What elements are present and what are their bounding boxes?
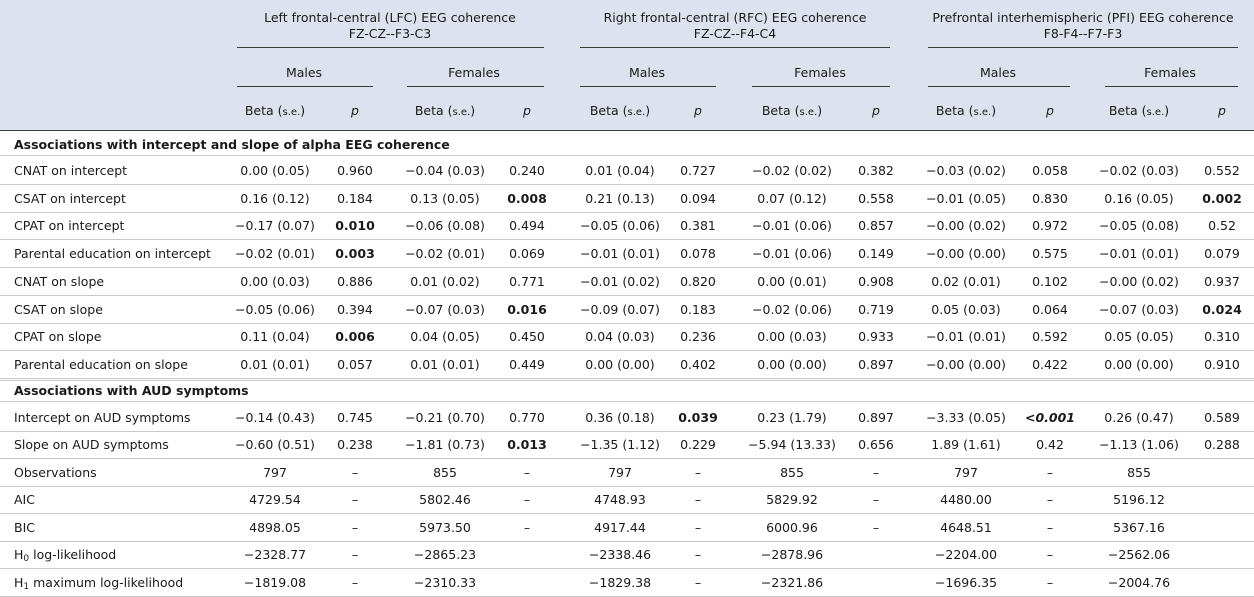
beta-cell: −0.04 (0.03) [405,163,485,178]
p-value-cell: 0.589 [1204,410,1240,425]
beta-cell: −0.17 (0.07) [235,218,315,233]
p-value-cell: 0.52 [1208,218,1236,233]
p-value-cell: 0.857 [858,218,894,233]
table-row-label: AIC [14,492,35,507]
beta-cell: −2865.23 [413,547,477,562]
p-value-cell: 0.184 [337,191,373,206]
row-label-text: maximum log-likelihood [33,575,184,590]
se-label: s.e. [1146,107,1165,118]
beta-cell: −2338.46 [588,547,652,562]
p-value-cell: 0.592 [1032,329,1068,344]
p-value-cell: 0.552 [1204,163,1240,178]
table-row-label [14,547,116,567]
se-close: ) [1164,103,1170,118]
se-label: s.e. [282,107,301,118]
row-divider [0,323,1254,324]
row-divider [0,380,1254,381]
sex-header: Females [794,65,846,80]
se-close: ) [991,103,997,118]
row-divider [0,184,1254,185]
sex-underline [928,86,1070,87]
row-divider [0,378,1254,379]
beta-cell: −0.01 (0.05) [926,191,1006,206]
table-row-label: Parental education on slope [14,357,188,372]
beta-cell: 0.05 (0.05) [1104,329,1174,344]
p-value-cell: 0.006 [335,329,375,344]
beta-cell: 0.11 (0.04) [240,329,310,344]
beta-cell: 0.26 (0.47) [1104,410,1174,425]
p-value-cell: 0.771 [509,274,545,289]
p-header: p [1218,103,1226,118]
row-divider [0,486,1254,487]
beta-cell: −1.81 (0.73) [405,437,485,452]
sex-header: Males [285,65,323,80]
beta-cell: −1696.35 [934,575,998,590]
table-row-label: BIC [14,520,35,535]
se-close: ) [645,103,651,118]
p-value-cell: 0.450 [509,329,545,344]
beta-label: Beta [935,103,965,118]
beta-cell: 0.01 (0.01) [410,357,480,372]
group-title: Right frontal-central (RFC) EEG coherence [603,10,867,25]
p-value-cell: 0.057 [337,357,373,372]
se-label: s.e. [627,107,646,118]
p-value-cell: 0.002 [1202,191,1242,206]
beta-cell: 5973.50 [419,520,471,535]
beta-cell: 855 [780,465,804,480]
group-subtitle: F8-F4--F7-F3 [1043,26,1123,41]
p-value-cell: – [1046,575,1054,590]
sex-header: Males [979,65,1017,80]
p-value-cell: – [694,520,702,535]
p-value-cell: 0.039 [678,410,718,425]
beta-cell: −0.02 (0.01) [405,246,485,261]
beta-cell: −2004.76 [1107,575,1171,590]
beta-label: Beta [414,103,444,118]
beta-cell: 0.04 (0.05) [410,329,480,344]
header-bottom-rule [0,130,1254,131]
p-value-cell: 0.078 [680,246,716,261]
beta-cell: 0.01 (0.01) [240,357,310,372]
table-row-label: CPAT on slope [14,329,102,344]
beta-cell: 0.01 (0.04) [585,163,655,178]
group-subtitle: FZ-CZ--F3-C3 [348,26,432,41]
p-value-cell: 0.937 [1204,274,1240,289]
beta-cell: −1.13 (1.06) [1099,437,1179,452]
beta-cell: −0.03 (0.02) [926,163,1006,178]
p-value-cell: 0.236 [680,329,716,344]
p-value-cell: 0.422 [1032,357,1068,372]
p-value-cell: 0.016 [507,302,547,317]
p-value-cell: 0.382 [858,163,894,178]
group-subtitle: FZ-CZ--F4-C4 [693,26,777,41]
beta-cell: −2204.00 [934,547,998,562]
p-value-cell: – [694,465,702,480]
beta-cell: −2310.33 [413,575,477,590]
se-open: ( [277,103,283,118]
se-open: ( [968,103,974,118]
beta-cell: 0.00 (0.03) [757,329,827,344]
beta-cell: 0.01 (0.02) [410,274,480,289]
sex-underline [237,86,373,87]
table-row-label: CPAT on intercept [14,218,125,233]
group-title: Prefrontal interhemispheric (PFI) EEG coherence [932,10,1234,25]
se-close: ) [817,103,823,118]
beta-cell: −2562.06 [1107,547,1171,562]
beta-cell: −0.00 (0.00) [926,246,1006,261]
beta-cell: −0.00 (0.00) [926,357,1006,372]
sex-underline [752,86,890,87]
sex-header: Females [448,65,500,80]
p-value-cell: – [872,465,880,480]
p-header: p [351,103,359,118]
beta-cell: 0.07 (0.12) [757,191,827,206]
beta-cell: 6000.96 [766,520,818,535]
p-header: p [1046,103,1054,118]
p-value-cell: 0.933 [858,329,894,344]
p-value-cell: 0.102 [1032,274,1068,289]
group-underline [580,47,890,48]
p-value-cell: 0.972 [1032,218,1068,233]
table-row-label: CSAT on slope [14,302,103,317]
beta-label: Beta [1108,103,1138,118]
beta-label: Beta [761,103,791,118]
row-divider [0,401,1254,402]
p-value-cell: 0.069 [509,246,545,261]
p-value-cell: 0.310 [1204,329,1240,344]
p-value-cell: 0.727 [680,163,716,178]
beta-cell: −0.01 (0.01) [1099,246,1179,261]
beta-label: Beta [244,103,274,118]
beta-cell: −0.06 (0.08) [405,218,485,233]
p-value-cell: 0.229 [680,437,716,452]
beta-cell: 5802.46 [419,492,471,507]
p-value-cell: 0.897 [858,410,894,425]
beta-cell: 855 [433,465,457,480]
table-row-label: CSAT on intercept [14,191,126,206]
beta-cell: −0.00 (0.02) [926,218,1006,233]
beta-cell: −2878.96 [760,547,824,562]
p-value-cell: – [523,465,531,480]
beta-cell: 0.13 (0.05) [410,191,480,206]
p-value-cell: – [1046,547,1054,562]
row-label-prefix: H [14,575,24,590]
se-label: s.e. [799,107,818,118]
beta-cell: −1.35 (1.12) [580,437,660,452]
beta-cell: 4898.05 [249,520,301,535]
p-value-cell: – [351,492,359,507]
row-divider [0,568,1254,569]
p-value-cell: 0.558 [858,191,894,206]
p-header: p [872,103,880,118]
row-divider [0,239,1254,240]
beta-se-header [936,103,996,120]
p-value-cell: 0.394 [337,302,373,317]
sex-underline [1105,86,1238,87]
group-underline [928,47,1238,48]
beta-cell: −2321.86 [760,575,824,590]
beta-cell: −0.00 (0.02) [1099,274,1179,289]
p-value-cell: 0.897 [858,357,894,372]
p-value-cell: – [1046,465,1054,480]
beta-cell: 0.00 (0.00) [757,357,827,372]
beta-cell: 4917.44 [594,520,646,535]
table-row-label [14,575,183,595]
table-row-label: CNAT on intercept [14,163,128,178]
beta-cell: 0.00 (0.01) [757,274,827,289]
beta-cell: 0.05 (0.03) [931,302,1001,317]
beta-cell: 0.00 (0.00) [1104,357,1174,372]
p-value-cell: 0.820 [680,274,716,289]
row-label-subscript: 1 [23,582,30,592]
row-divider [0,513,1254,514]
se-open: ( [622,103,628,118]
beta-cell: 4729.54 [249,492,301,507]
p-value-cell: – [872,492,880,507]
beta-cell: −0.09 (0.07) [580,302,660,317]
sex-header: Females [1144,65,1196,80]
table-row-label: Observations [14,465,97,480]
p-value-cell: 0.058 [1032,163,1068,178]
beta-se-header [415,103,475,120]
section-heading: Associations with AUD symptoms [14,383,249,398]
beta-cell: 0.04 (0.03) [585,329,655,344]
se-close: ) [300,103,306,118]
beta-cell: 0.16 (0.12) [240,191,310,206]
beta-cell: −0.07 (0.03) [1099,302,1179,317]
sex-header: Males [628,65,666,80]
p-value-cell: 0.910 [1204,357,1240,372]
row-label-prefix: H [14,547,24,562]
se-open: ( [447,103,453,118]
beta-cell: −1829.38 [588,575,652,590]
p-value-cell: 0.010 [335,218,375,233]
p-value-cell: 0.908 [858,274,894,289]
p-value-cell: <0.001 [1024,410,1076,425]
beta-cell: 0.36 (0.18) [585,410,655,425]
p-value-cell: 0.449 [509,357,545,372]
beta-cell: −0.60 (0.51) [235,437,315,452]
beta-cell: 797 [954,465,978,480]
beta-cell: 0.16 (0.05) [1104,191,1174,206]
p-header: p [523,103,531,118]
se-label: s.e. [973,107,992,118]
row-divider [0,155,1254,156]
beta-cell: −0.02 (0.03) [1099,163,1179,178]
p-value-cell: 0.013 [507,437,547,452]
p-value-cell: 0.149 [858,246,894,261]
p-value-cell: – [351,547,359,562]
row-divider [0,431,1254,432]
p-value-cell: – [351,575,359,590]
group-title: Left frontal-central (LFC) EEG coherence [264,10,516,25]
p-value-cell: – [523,520,531,535]
beta-cell: −0.21 (0.70) [405,410,485,425]
beta-cell: 4748.93 [594,492,646,507]
p-value-cell: 0.42 [1036,437,1064,452]
beta-cell: −0.05 (0.06) [580,218,660,233]
beta-cell: −0.01 (0.02) [580,274,660,289]
row-divider [0,541,1254,542]
p-value-cell: 0.886 [337,274,373,289]
row-divider [0,350,1254,351]
table-row-label: Intercept on AUD symptoms [14,410,191,425]
p-value-cell: 0.288 [1204,437,1240,452]
beta-cell: −3.33 (0.05) [926,410,1006,425]
se-open: ( [1141,103,1147,118]
beta-se-header [762,103,822,120]
p-value-cell: 0.745 [337,410,373,425]
p-value-cell: – [1046,520,1054,535]
p-value-cell: 0.719 [858,302,894,317]
beta-cell: −0.01 (0.01) [580,246,660,261]
p-value-cell: – [351,465,359,480]
beta-cell: 5367.16 [1113,520,1165,535]
beta-cell: −0.01 (0.01) [926,329,1006,344]
p-value-cell: 0.656 [858,437,894,452]
beta-cell: 4480.00 [940,492,992,507]
beta-cell: −0.07 (0.03) [405,302,485,317]
beta-cell: 0.00 (0.05) [240,163,310,178]
beta-cell: −0.05 (0.08) [1099,218,1179,233]
p-value-cell: – [523,492,531,507]
p-value-cell: 0.079 [1204,246,1240,261]
beta-cell: −0.14 (0.43) [235,410,315,425]
p-value-cell: – [872,520,880,535]
row-divider [0,267,1254,268]
p-header: p [694,103,702,118]
beta-cell: −0.01 (0.06) [752,246,832,261]
p-value-cell: 0.402 [680,357,716,372]
section-heading: Associations with intercept and slope of alpha EEG coherence [14,137,450,152]
se-close: ) [470,103,476,118]
p-value-cell: 0.094 [680,191,716,206]
p-value-cell: 0.830 [1032,191,1068,206]
beta-se-header [245,103,305,120]
beta-cell: −5.94 (13.33) [748,437,836,452]
beta-label: Beta [589,103,619,118]
sex-underline [580,86,716,87]
p-value-cell: – [694,575,702,590]
row-divider [0,212,1254,213]
p-value-cell: 0.003 [335,246,375,261]
table-row-label: Parental education on intercept [14,246,211,261]
p-value-cell: – [694,492,702,507]
row-label-subscript: 0 [23,554,30,564]
p-value-cell: 0.960 [337,163,373,178]
p-value-cell: – [1046,492,1054,507]
beta-cell: 0.02 (0.01) [931,274,1001,289]
table-row-label: Slope on AUD symptoms [14,437,169,452]
beta-cell: −1819.08 [243,575,307,590]
p-value-cell: 0.575 [1032,246,1068,261]
p-value-cell: 0.238 [337,437,373,452]
beta-cell: 1.89 (1.61) [931,437,1001,452]
beta-cell: 5829.92 [766,492,818,507]
p-value-cell: 0.240 [509,163,545,178]
se-label: s.e. [452,107,471,118]
beta-cell: 855 [1127,465,1151,480]
beta-cell: −0.02 (0.06) [752,302,832,317]
beta-se-header [590,103,650,120]
p-value-cell: 0.770 [509,410,545,425]
group-underline [237,47,544,48]
beta-cell: 797 [263,465,287,480]
beta-cell: −0.05 (0.06) [235,302,315,317]
p-value-cell: 0.024 [1202,302,1242,317]
p-value-cell: 0.381 [680,218,716,233]
p-value-cell: 0.008 [507,191,547,206]
beta-cell: 797 [608,465,632,480]
beta-cell: 0.00 (0.00) [585,357,655,372]
beta-cell: 5196.12 [1113,492,1165,507]
beta-cell: 0.23 (1.79) [757,410,827,425]
beta-cell: 0.00 (0.03) [240,274,310,289]
beta-se-header [1109,103,1169,120]
beta-cell: 0.21 (0.13) [585,191,655,206]
beta-cell: 4648.51 [940,520,992,535]
beta-cell: −0.01 (0.06) [752,218,832,233]
p-value-cell: – [694,547,702,562]
p-value-cell: – [351,520,359,535]
row-divider [0,295,1254,296]
p-value-cell: 0.183 [680,302,716,317]
beta-cell: −2328.77 [243,547,307,562]
p-value-cell: 0.494 [509,218,545,233]
beta-cell: −0.02 (0.01) [235,246,315,261]
table-row-label: CNAT on slope [14,274,105,289]
p-value-cell: 0.064 [1032,302,1068,317]
sex-underline [407,86,544,87]
se-open: ( [794,103,800,118]
row-divider [0,458,1254,459]
beta-cell: −0.02 (0.02) [752,163,832,178]
row-label-text: log-likelihood [33,547,117,562]
